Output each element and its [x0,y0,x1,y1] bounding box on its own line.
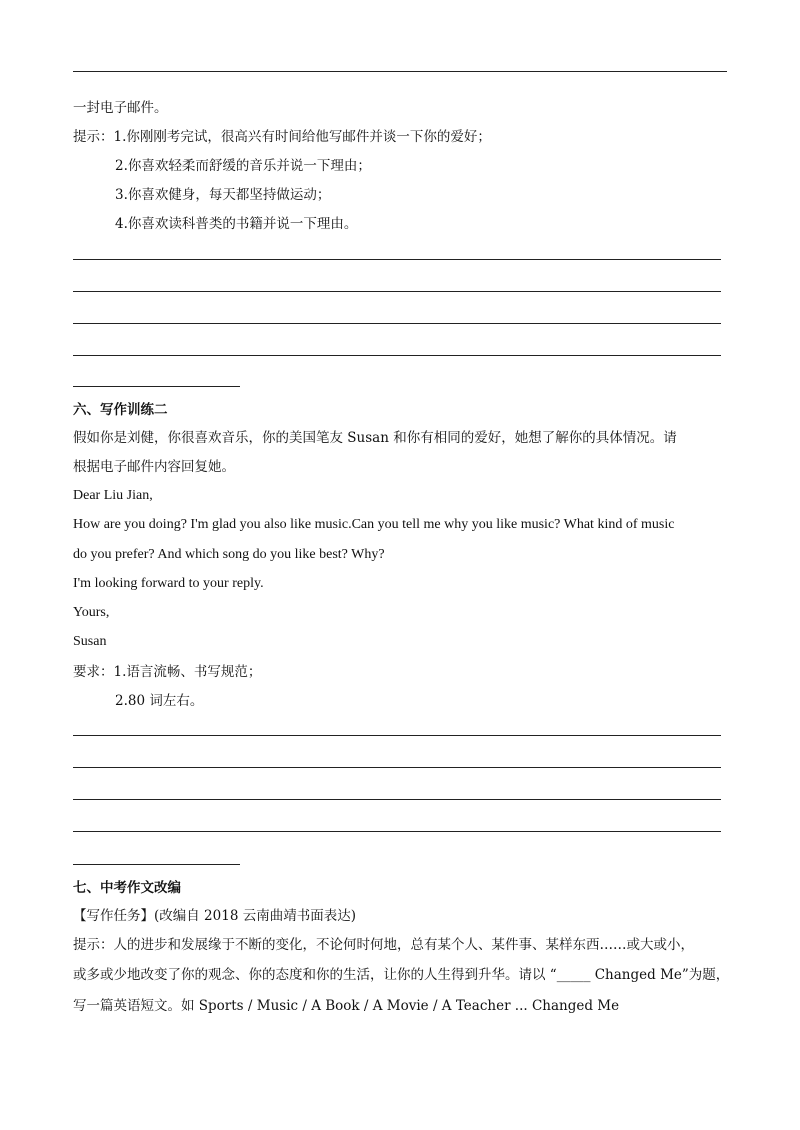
answer-line [73,71,727,72]
hint-line-4: 4.你喜欢读科普类的书籍并说一下理由。 [115,216,358,232]
prompt-line-2: 根据电子邮件内容回复她。 [73,459,235,475]
hint-line-3: 3.你喜欢健身，每天都坚持做运动； [115,187,331,203]
letter-greeting: Dear Liu Jian, [73,488,153,503]
letter-body-2: do you prefer? And which song do you like best? Why? [73,547,385,562]
letter-body-1: How are you doing? I'm glad you also like music.Can you tell me why you like music? What kind of music [73,517,675,532]
hint-line-2: 或多或少地改变了你的观念、你的态度和你的生活，让你的人生得到升华。请以 “_____ Changed Me”为题， [73,967,730,983]
answer-line [73,355,721,356]
answer-line [73,767,721,768]
answer-line [73,259,721,260]
answer-line [73,735,721,736]
letter-body-3: I'm looking forward to your reply. [73,576,264,591]
intro-line: 一封电子邮件。 [73,100,168,116]
section-heading: 六、写作训练二 [73,402,168,418]
task-line: 【写作任务】(改编自 2018 云南曲靖书面表达) [73,908,356,924]
answer-line [73,799,721,800]
letter-closing: Yours, [73,605,110,620]
answer-line-short [73,864,240,865]
hint-line-2: 2.你喜欢轻柔而舒缓的音乐并说一下理由； [115,158,371,174]
answer-line-short [73,386,240,387]
section-heading: 七、中考作文改编 [73,880,181,896]
hint-line-1: 提示：人的进步和发展缘于不断的变化，不论何时何地，总有某个人、某件事、某样东西……或大或小， [73,937,694,953]
requirement-line-2: 2.80 词左右。 [115,693,204,709]
letter-signature: Susan [73,634,107,649]
answer-line [73,323,721,324]
requirement-line-1: 要求：1.语言流畅、书写规范； [73,664,262,680]
hint-line-3: 写一篇英语短文。如 Sports / Music / A Book / A Movie / A Teacher ... Changed Me [73,998,620,1014]
answer-line [73,831,721,832]
prompt-line-1: 假如你是刘健，你很喜欢音乐，你的美国笔友 Susan 和你有相同的爱好，她想了解你的具体情况。请 [73,430,677,446]
answer-line [73,291,721,292]
hint-line-1: 提示：1.你刚刚考完试，很高兴有时间给他写邮件并谈一下你的爱好； [73,129,491,145]
